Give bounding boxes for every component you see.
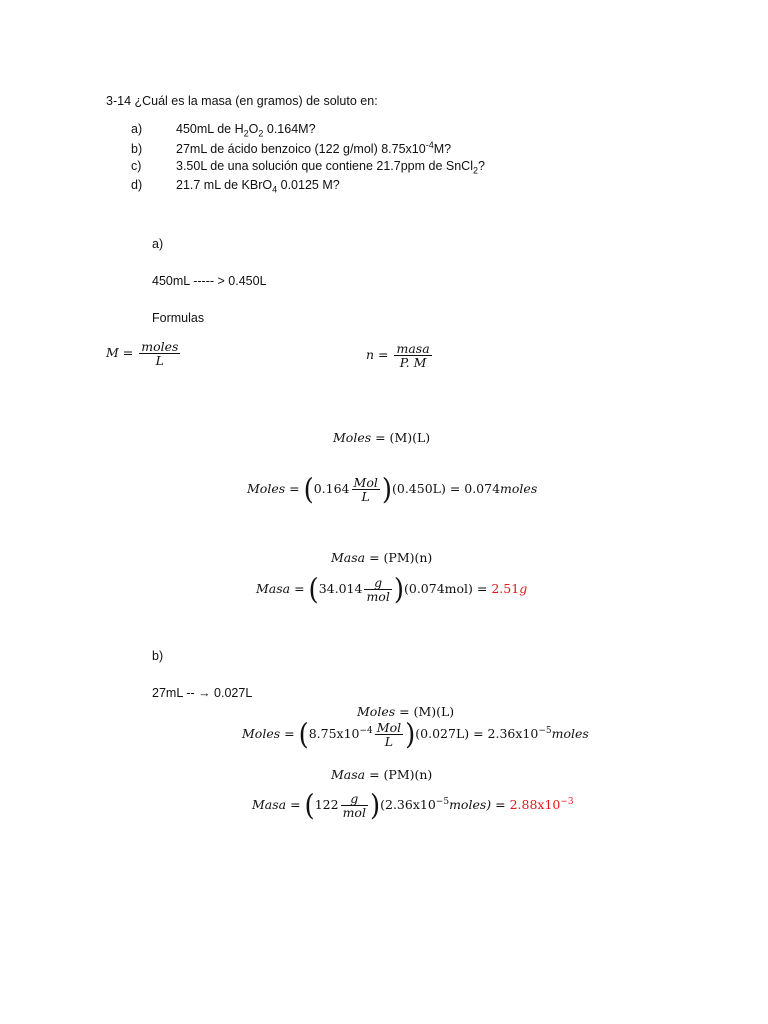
- math-expr: = (M)(L): [395, 704, 455, 719]
- subscript: 4: [272, 184, 278, 195]
- answer-number: 2.88x10: [509, 797, 561, 813]
- answer-value: [510, 797, 574, 812]
- math-op: =: [285, 481, 304, 497]
- list-item: [131, 160, 485, 176]
- math-var: Moles: [247, 481, 286, 497]
- masa-general-a: [331, 552, 432, 565]
- superscript: -4: [425, 140, 434, 150]
- item-text: ?: [478, 159, 485, 173]
- list-item: [131, 123, 316, 139]
- math-expr: = (M)(L): [371, 430, 431, 445]
- math-var: Masa: [331, 767, 366, 782]
- numerator: g: [374, 575, 383, 590]
- molarity-formula: [106, 340, 182, 367]
- math-expr: = (PM)(n): [365, 767, 433, 782]
- coefficient: 0.164: [313, 481, 350, 497]
- moles-formula: [366, 342, 434, 369]
- coefficient: 8.75x10: [308, 726, 360, 742]
- item-text: M?: [433, 142, 452, 157]
- math-expr: (0.074mol) =: [404, 581, 492, 597]
- fraction: [341, 792, 368, 819]
- fraction: [364, 576, 391, 603]
- item-text: 0.164M?: [263, 122, 316, 136]
- subscript: 2: [243, 128, 249, 139]
- math-op: =: [118, 345, 138, 361]
- coefficient: 122: [314, 797, 339, 813]
- math-var: Moles: [242, 726, 281, 742]
- part-b-label: b): [152, 649, 164, 663]
- formulas-label: Formulas: [152, 311, 205, 325]
- denominator: mol: [342, 805, 366, 821]
- numerator: Mol: [376, 720, 402, 735]
- unit: moles: [500, 481, 538, 497]
- numerator: g: [350, 791, 359, 806]
- moles-calc-b: Moles = ($8.75x10^{-4}$ $\frac{\text{Mol}}{L}$ )$(0.027L) = 2.36x10^{-5}moles$: [242, 718, 589, 752]
- math-var: M: [106, 345, 119, 361]
- masa-general-b: [331, 769, 432, 782]
- math-var: n: [366, 347, 375, 363]
- numerator: masa: [396, 341, 430, 356]
- moles-calc-a: Moles = (0.164 $\frac{\text{Mol}}{L}$ )(0.450L) = 0.074moles: [247, 473, 538, 507]
- item-text: 450mL de H: [176, 122, 244, 136]
- denominator: L: [361, 489, 370, 505]
- math-var: Moles: [333, 430, 372, 445]
- math-var: Moles: [357, 704, 396, 719]
- math-op: =: [280, 726, 299, 742]
- math-op: =: [374, 347, 393, 363]
- part-a-label: a): [152, 237, 164, 251]
- math-expr: (0.450L) = 0.074: [392, 481, 501, 497]
- item-letter: a): [131, 122, 143, 136]
- subscript: 2: [258, 128, 264, 139]
- denominator: L: [155, 353, 164, 369]
- exponent: −5: [435, 796, 450, 807]
- item-letter: b): [131, 142, 143, 157]
- answer-unit: g: [519, 581, 528, 597]
- fraction: [352, 476, 380, 503]
- item-text: 3.50L de una solución que contiene 21.7ppm de SnCl: [176, 159, 473, 173]
- unit: moles: [551, 726, 589, 742]
- numerator: moles: [141, 339, 179, 354]
- denominator: L: [384, 734, 394, 750]
- math-expr: = (PM)(n): [365, 550, 433, 565]
- denominator: P. M: [399, 355, 427, 371]
- exponent: −4: [359, 725, 373, 736]
- exponent: −5: [538, 725, 552, 736]
- fraction: [375, 721, 403, 748]
- math-expr: (0.027L) = 2.36x10: [415, 726, 539, 742]
- moles-general-a: [333, 432, 430, 445]
- math-expr: (2.36x10: [380, 797, 436, 813]
- moles-general-b: [357, 706, 454, 719]
- math-var: Masa: [256, 581, 291, 597]
- masa-calc-b: Masa = (122 $\frac{g}{\text{mol}}$ )$(2.36x10^{-5}moles) = 2.88x10^{-3}$: [252, 789, 574, 823]
- math-var: Masa: [331, 550, 366, 565]
- fraction: [139, 340, 180, 367]
- answer-exponent: −3: [560, 796, 574, 807]
- list-item: [131, 179, 340, 195]
- unit: moles) =: [449, 797, 510, 813]
- item-text: 21.7 mL de KBrO: [176, 178, 273, 192]
- math-op: =: [290, 581, 309, 597]
- list-item: [131, 141, 451, 156]
- answer-number: 2.51: [491, 581, 520, 597]
- item-text: 27mL de ácido benzoico (122 g/mol) 8.75x10: [176, 142, 426, 157]
- coefficient: 34.014: [318, 581, 363, 597]
- answer-value: [491, 581, 527, 596]
- item-letter: c): [131, 159, 142, 173]
- part-b-conversion: 27mL -- → 0.027L: [152, 686, 253, 700]
- problem-title: 3-14 ¿Cuál es la masa (en gramos) de soluto en:: [106, 94, 378, 108]
- math-op: =: [286, 797, 305, 813]
- numerator: Mol: [353, 475, 378, 490]
- item-text: 0.0125 M?: [277, 178, 340, 192]
- part-a-conversion: 450mL ----- > 0.450L: [152, 274, 267, 288]
- item-letter: d): [131, 178, 143, 192]
- masa-calc-a: Masa = (34.014 $\frac{g}{\text{mol}}$ )(0.074mol) = 2.51g: [256, 573, 528, 607]
- denominator: mol: [366, 589, 390, 605]
- subscript: 2: [472, 165, 478, 176]
- fraction: [394, 342, 431, 369]
- item-text: O: [248, 122, 259, 136]
- math-var: Masa: [252, 797, 287, 813]
